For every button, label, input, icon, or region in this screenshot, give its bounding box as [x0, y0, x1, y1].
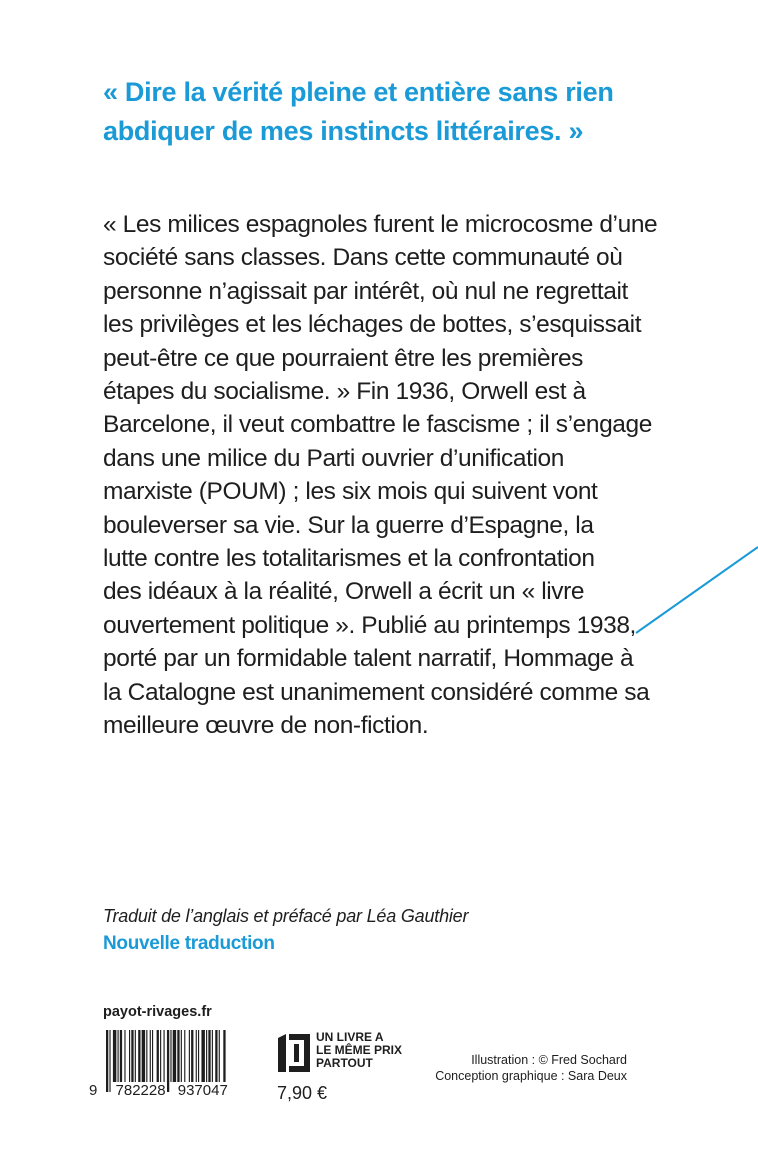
barcode-bar: [124, 1030, 125, 1082]
price-policy-line: UN LIVRE A: [316, 1030, 384, 1044]
price-policy-line: LE MÊME PRIX: [316, 1043, 403, 1057]
barcode-bar: [196, 1030, 197, 1082]
blurb-line: « Les milices espagnoles furent le microcosme d’une: [103, 211, 658, 238]
blurb-line: dans une milice du Parti ouvrier d’unification: [103, 444, 564, 472]
image-credits: [435, 1052, 627, 1084]
barcode-bar: [208, 1030, 210, 1082]
blurb-line: peut-être ce que pourraient être les premières: [103, 344, 584, 372]
barcode-bar: [164, 1030, 165, 1082]
blurb-line: Barcelone, il veut combattre le fascisme ; il s’engage: [103, 411, 652, 439]
quote-line: abdiquer de mes instincts littéraires. »: [103, 116, 584, 146]
quote-line: « Dire la vérité pleine et entière sans rien: [103, 77, 614, 107]
design-credit: Conception graphique : Sara Deux: [435, 1069, 627, 1083]
blurb-line: lutte contre les totalitarismes et la confrontation: [103, 545, 595, 573]
barcode-bar: [135, 1030, 136, 1082]
barcode-bar: [138, 1030, 140, 1082]
translator-credit: Traduit de l’anglais et préfacé par Léa Gauthier: [103, 906, 469, 926]
barcode-bar: [150, 1030, 151, 1082]
blurb-line: les privilèges et les léchages de bottes, s’esquissait: [103, 311, 642, 339]
barcode-bar: [170, 1030, 171, 1082]
publisher-website[interactable]: payot-rivages.fr: [103, 1004, 212, 1020]
barcode-bar: [173, 1030, 176, 1082]
barcode-bar: [160, 1030, 161, 1082]
blurb-line: porté par un formidable talent narratif, Hommage à: [103, 645, 634, 673]
barcode-bar: [201, 1030, 204, 1082]
blurb-line: la Catalogne est unanimement considéré comme sa: [103, 678, 650, 706]
price-policy-text: [316, 1031, 402, 1070]
livre-prix-unique-icon: [276, 1032, 312, 1076]
new-translation-label: Nouvelle traduction: [103, 933, 275, 954]
blurb-text: [103, 208, 703, 743]
blurb-line: personne n’agissait par intérêt, où nul ne regrettait: [103, 277, 628, 305]
barcode-bar: [198, 1030, 199, 1082]
barcode-bar: [184, 1030, 185, 1082]
blurb-line: étapes du socialisme. » Fin 1936, Orwell est à: [103, 378, 586, 406]
barcode-bar: [118, 1030, 119, 1082]
barcode-digits: [88, 1082, 278, 1099]
barcode-bar: [129, 1030, 130, 1082]
barcode-bar: [142, 1030, 145, 1082]
blurb-line: meilleure œuvre de non-fiction.: [103, 712, 429, 740]
barcode-group-2: 937047: [177, 1082, 228, 1099]
barcode-bar: [152, 1030, 153, 1082]
barcode-bar: [113, 1030, 116, 1082]
blurb-line: société sans classes. Dans cette communauté où: [103, 244, 623, 272]
blurb-line: marxiste (POUM) ; les six mois qui suivent vont: [103, 478, 598, 506]
blurb-line: bouleverser sa vie. Sur la guerre d’Espagne, la: [103, 511, 594, 539]
barcode-bar: [215, 1030, 217, 1082]
barcode-group-1: 782228: [115, 1082, 166, 1099]
barcode-bar: [177, 1030, 179, 1082]
barcode-bar: [219, 1030, 220, 1082]
blurb-line: des idéaux à la réalité, Orwell a écrit un « livre: [103, 578, 585, 606]
barcode-bar: [157, 1030, 159, 1082]
barcode-first-digit: 9: [89, 1082, 98, 1099]
barcode-bar: [131, 1030, 133, 1082]
barcode-bar: [189, 1030, 190, 1082]
barcode-bar: [212, 1030, 213, 1082]
barcode-bar: [191, 1030, 193, 1082]
barcode-bar: [146, 1030, 147, 1082]
blurb-line: ouvertement politique ». Publié au printemps 1938,: [103, 611, 636, 639]
headline-quote: [103, 73, 703, 151]
illustration-credit: Illustration : © Fred Sochard: [471, 1053, 627, 1067]
price: 7,90 €: [277, 1083, 328, 1103]
barcode-bar: [206, 1030, 207, 1082]
barcode-bar: [181, 1030, 182, 1082]
price-policy-line: PARTOUT: [316, 1056, 373, 1070]
barcode-bar: [120, 1030, 122, 1082]
